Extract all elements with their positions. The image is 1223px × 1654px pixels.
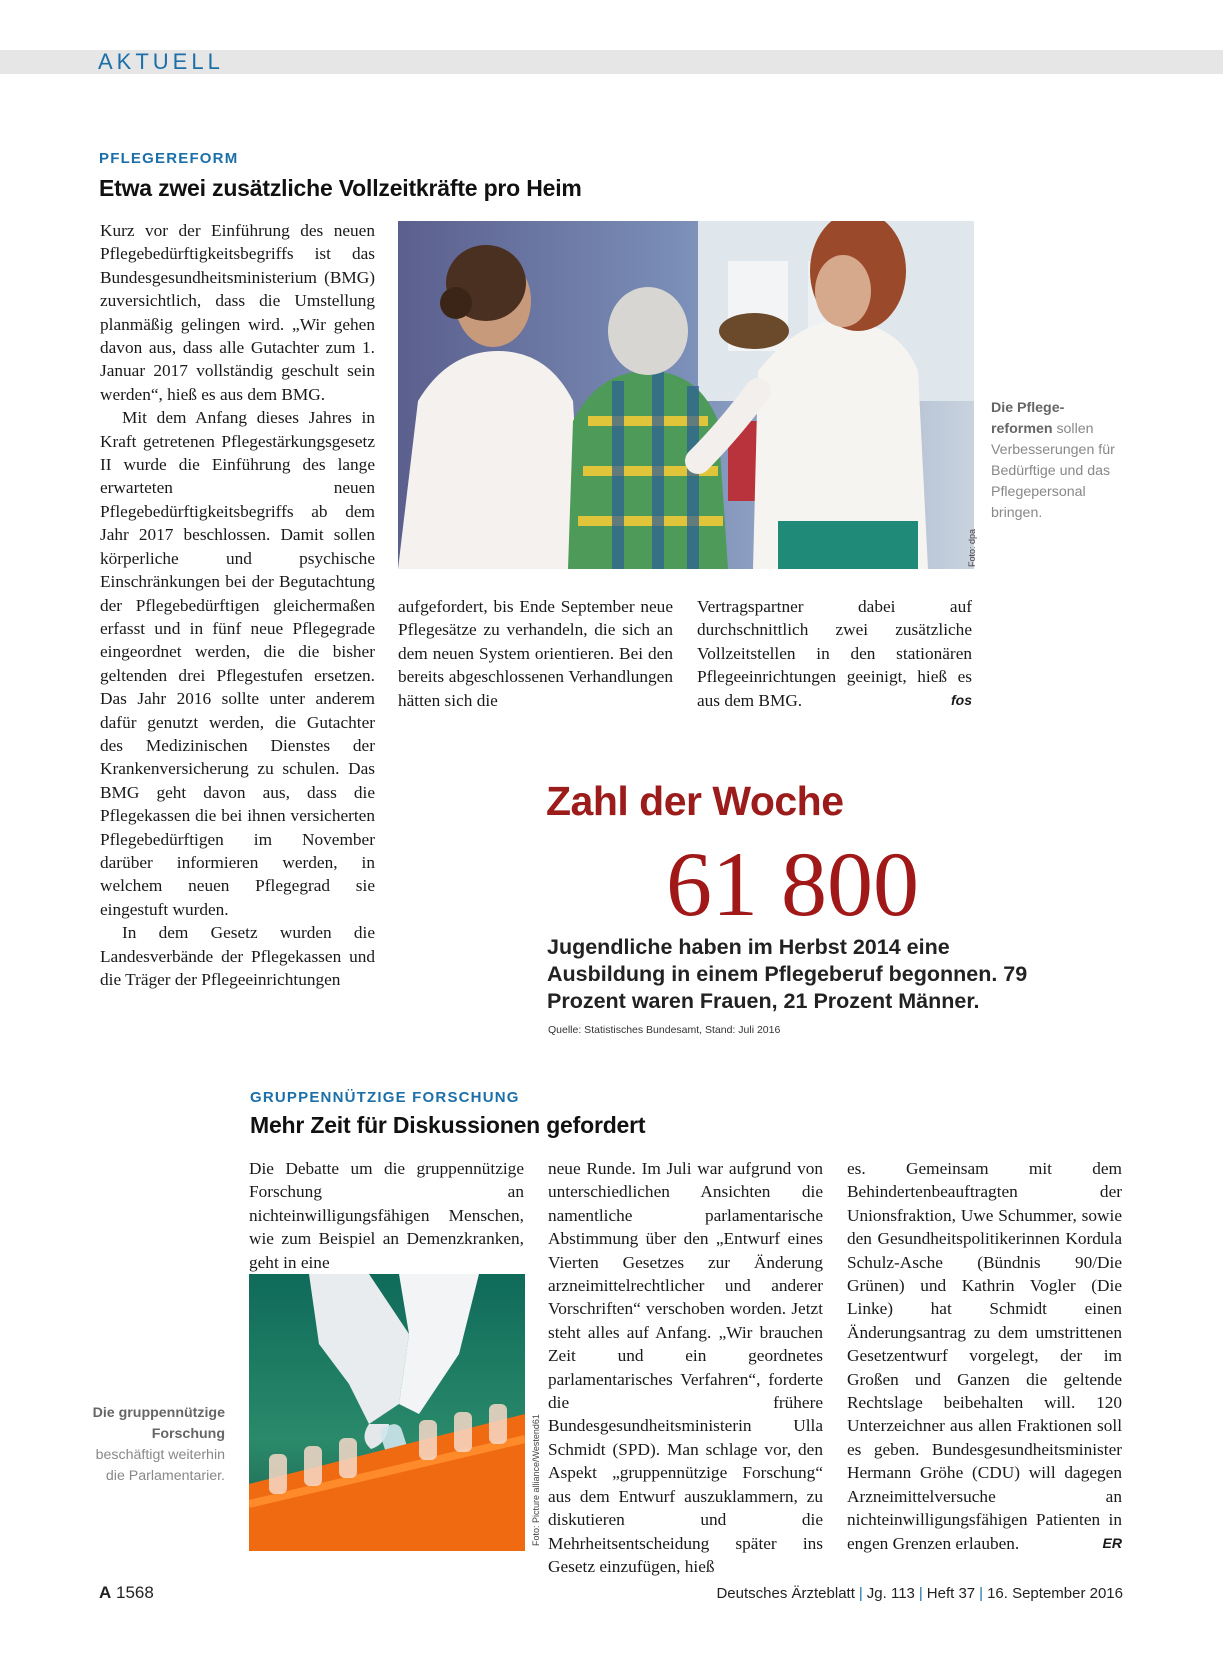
caption-bold: Die Pflege-reformen — [991, 400, 1065, 437]
journal-volume: Jg. 113 — [866, 1585, 915, 1602]
journal-issue: Heft 37 — [926, 1585, 976, 1602]
article1-paragraph: In dem Gesetz wurden die Landesverbände der Pflegekassen und die Träger der Pflegeeinrichtungen — [100, 923, 375, 989]
article2-paragraph: neue Runde. Im Juli war aufgrund von unterschiedlichen Ansichten die namentliche parlamentarische Abstimmung über den „Entwurf eines Vierten Gesetzes zur Änderung arzneimittelrechtlicher und anderer Vorschriften“ verschoben worden. Jetzt steht alles auf Anfang. „Wir brauchen Zeit und ein geordnetes parlamentarisches Verfahren“, forderte die frühere Bundesgesundheitsministerin Ulla Schmidt (SPD). Man schlage vor, den Aspekt „gruppennützige Forschung“ aus dem Entwurf auszuklammern, zu diskutieren und die Mehrheitsentscheidung später ins Gesetz einzufügen, hieß — [548, 1159, 823, 1576]
article2-paragraph: Die Debatte um die gruppennützige Forschung an nichteinwilligungsfähigen Menschen, wie zum Beispiel an Demenzkranken, geht in eine — [249, 1159, 524, 1272]
article2-signature: ER — [1102, 1534, 1122, 1551]
article1-paragraph: aufgefordert, bis Ende September neue Pflegesätze zu verhandeln, die sich an dem neuen System orientieren. Bei den bereits abgeschlossenen Verhandlungen hätten sich die — [398, 597, 673, 710]
article2-column-1 — [249, 1157, 524, 1274]
photo-credit: Foto: dpa — [967, 528, 977, 567]
article2-column-3 — [847, 1157, 1122, 1555]
footer-divider: | — [918, 1585, 923, 1602]
article1-paragraph — [697, 595, 972, 712]
journal-info — [716, 1585, 1123, 1602]
article1-caption — [991, 398, 1121, 524]
section-label: AKTUELL — [98, 49, 224, 74]
article1-paragraph-text: Vertragspartner dabei auf durchschnittlich zwei zusätzliche Vollzeitstellen in den stationären Pflegeeinrichtungen geeinigt, hieß es aus dem BMG. — [697, 597, 972, 710]
photo-credit: Foto: Picture alliance/Westend61 — [531, 1414, 541, 1546]
journal-date: 16. September 2016 — [987, 1585, 1123, 1602]
care-photo — [398, 221, 974, 569]
article1-column-2 — [398, 595, 673, 712]
article2-caption — [80, 1403, 225, 1487]
footer-divider: | — [979, 1585, 984, 1602]
research-photo — [249, 1274, 525, 1551]
article2-column-2 — [548, 1157, 823, 1578]
zahl-der-woche-number: 61 800 — [666, 833, 919, 935]
zahl-der-woche-source: Quelle: Statistisches Bundesamt, Stand: Juli 2016 — [548, 1024, 781, 1036]
article1-paragraph: Kurz vor der Einführung des neuen Pflegebedürftigkeitsbegriffs ist das Bundesgesundheitsministerium (BMG) zuversichtlich, dass die Umstellung planmäßig gelingen wird. „Wir gehen davon aus, dass alle Gutachter zum 1. Januar 2017 vollständig geschult sein werden“, hieß es aus dem BMG. — [100, 221, 375, 404]
page-number-value: 1568 — [116, 1583, 154, 1602]
zahl-der-woche-text: Jugendliche haben im Herbst 2014 eine Ausbildung in einem Pflegeberuf begonnen. 79 Prozent waren Frauen, 21 Prozent Männer. — [547, 935, 1028, 1013]
article1-column-1 — [100, 219, 375, 991]
article2-paragraph-text: es. Gemeinsam mit dem Behindertenbeauftragten der Unionsfraktion, Uwe Schummer, sowie den Gesundheitspolitikerinnen Kordula Schulz-Asche (Bündnis 90/Die Grünen) und Kathrin Vogler (Die Linke) hat Schmidt einen Änderungsantrag zu dem umstrittenen Gesetzentwurf vorgelegt, der im Großen und Ganzen die geltende Rechtslage beibehalten will. 120 Unterzeichner aus allen Fraktionen soll es geben. Bundesgesundheitsminister Hermann Gröhe (CDU) will dagegen Arzneimittelversuche an nichteinwilligungsfähigen Patienten in engen Grenzen erlauben. — [847, 1159, 1122, 1553]
page-number — [99, 1583, 154, 1603]
article2-kicker: GRUPPENNÜTZIGE FORSCHUNG — [250, 1089, 520, 1106]
zahl-der-woche-title: Zahl der Woche — [546, 778, 844, 824]
article1-paragraph: Mit dem Anfang dieses Jahres in Kraft getretenen Pflegestärkungsgesetz II wurde die Einführung des lange erwarteten neuen Pflegebedürftigkeitsbegriffs ab dem Jahr 2017 beschlossen. Damit sollen körperliche und psychische Einschränkungen bei der Begutachtung der Pflegebedürftigen gleichermaßen erfasst und in fünf neue Pflegegrade eingeordnet werden, die die bisher geltenden drei Pflegestufen ersetzen. Das Jahr 2016 sollte unter anderem dafür genutzt werden, die Gutachter des Medizinischen Dienstes der Krankenversicherung zu schulen. Das BMG geht davon aus, dass die Pflegekassen die bei ihnen versicherten Pflegebedürftigen im November darüber informieren werden, in welchem neuen Pflegegrad sie eingestuft wurden. — [100, 408, 375, 919]
article1-headline[interactable]: Etwa zwei zusätzliche Vollzeitkräfte pro Heim — [99, 175, 582, 201]
article1-column-3 — [697, 595, 972, 712]
page-prefix: A — [99, 1583, 112, 1602]
article2-headline[interactable]: Mehr Zeit für Diskussionen gefordert — [250, 1112, 646, 1138]
article2-paragraph — [847, 1157, 1122, 1555]
footer-divider: | — [858, 1585, 863, 1602]
article1-kicker: PFLEGEREFORM — [99, 150, 239, 167]
caption-bold: Die gruppennützige Forschung — [92, 1405, 225, 1442]
article1-signature: fos — [951, 691, 972, 708]
caption-text: beschäftigt weiterhin die Parlamentarier. — [95, 1447, 225, 1484]
journal-name: Deutsches Ärzteblatt — [716, 1585, 855, 1602]
caption-text: sollen Verbesserungen für Bedürftige und das Pflegepersonal bringen. — [991, 421, 1115, 521]
